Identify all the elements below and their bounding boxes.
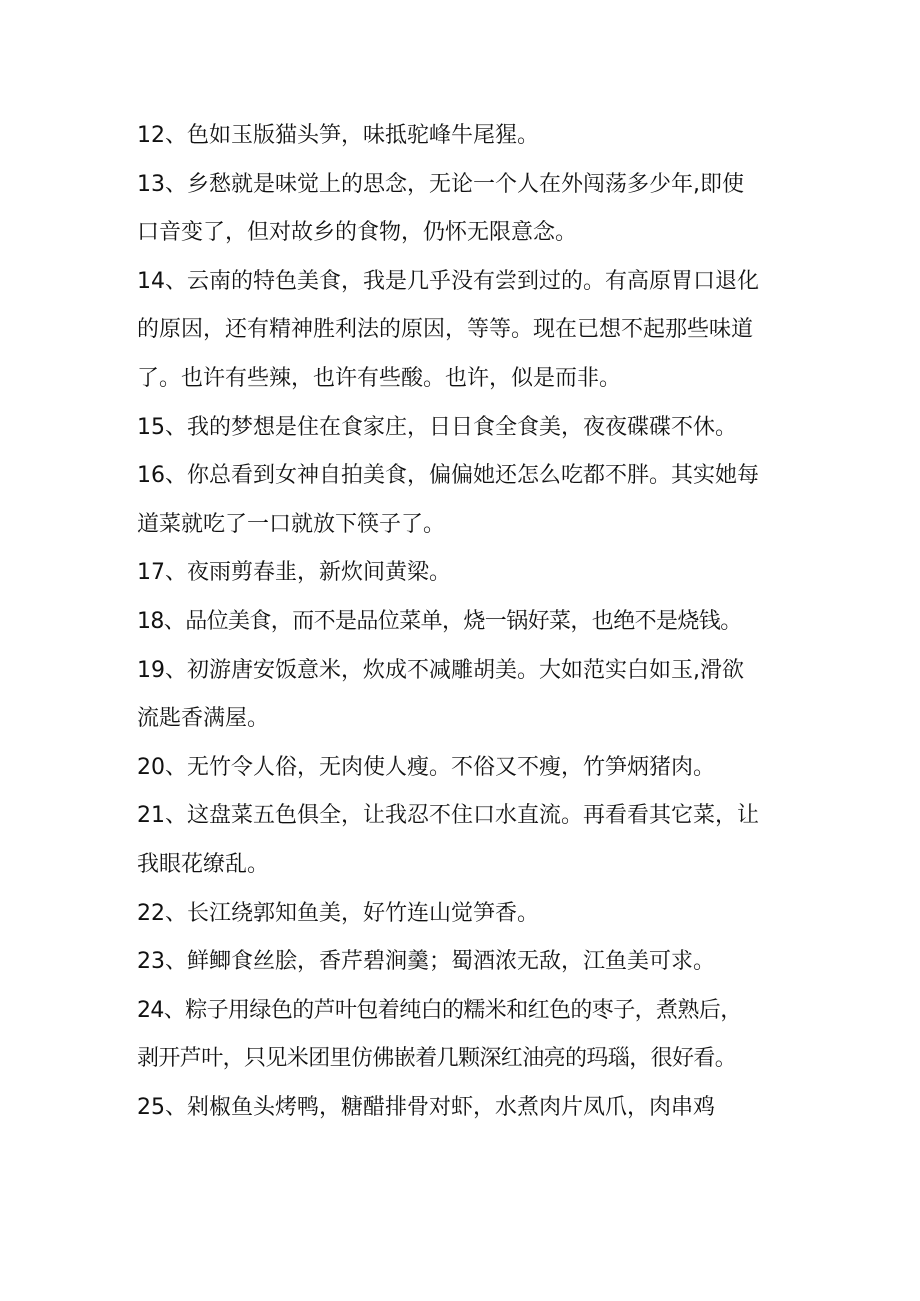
text-line-14: 20、无竹令人俗，无肉使人瘦。不俗又不瘦，竹笋炳猪肉。 xyxy=(137,754,715,780)
text-line-7: 15、我的梦想是住在食家庄，日日食全食美，夜夜碟碟不休。 xyxy=(137,414,737,440)
text-line-18: 23、鲜鲫食丝脍，香芹碧涧羹；蜀酒浓无敌，江鱼美可求。 xyxy=(137,949,715,975)
text-line-13: 流匙香满屋。 xyxy=(137,706,270,732)
text-line-10: 17、夜雨剪春韭，新炊间黄梁。 xyxy=(137,560,451,586)
text-line-2: 13、乡愁就是味觉上的思念，无论一个人在外闯荡多少年,即使 xyxy=(137,171,744,197)
text-line-9: 道菜就吃了一口就放下筷子了。 xyxy=(137,511,446,537)
text-line-15: 21、这盘菜五色俱全，让我忍不住口水直流。再看看其它菜，让 xyxy=(137,803,759,829)
document-body xyxy=(137,112,797,1132)
text-line-3: 口音变了，但对故乡的食物，仍怀无限意念。 xyxy=(137,220,578,246)
text-line-8: 16、你总看到女神自拍美食，偏偏她还怎么吃都不胖。其实她每 xyxy=(137,463,759,489)
text-line-17: 22、长江绕郭知鱼美，好竹连山觉笋香。 xyxy=(137,900,539,926)
text-line-16: 我眼花缭乱。 xyxy=(137,851,270,877)
text-line-20: 剥开芦叶，只见米团里仿佛嵌着几颗深红油亮的玛瑙，很好看。 xyxy=(137,1046,737,1072)
text-line-6: 了。也许有些辣，也许有些酸。也许，似是而非。 xyxy=(137,365,622,391)
text-line-5: 的原因，还有精神胜利法的原因，等等。现在已想不起那些味道 xyxy=(137,317,754,343)
text-line-11: 18、品位美食，而不是品位菜单，烧一锅好菜，也绝不是烧钱。 xyxy=(137,608,742,634)
text-line-21: 25、剁椒鱼头烤鸭，糖醋排骨对虾，水煮肉片凤爪，肉串鸡 xyxy=(137,1094,715,1120)
text-line-19: 24、粽子用绿色的芦叶包着纯白的糯米和红色的枣子，煮熟后， xyxy=(137,997,742,1023)
text-line-12: 19、初游唐安饭意米，炊成不减雕胡美。大如范实白如玉,滑欲 xyxy=(137,657,744,683)
text-line-1: 12、色如玉版猫头笋，味抵驼峰牛尾猩。 xyxy=(137,123,539,148)
text-line-4: 14、云南的特色美食，我是几乎没有尝到过的。有高原胃口退化 xyxy=(137,268,759,294)
